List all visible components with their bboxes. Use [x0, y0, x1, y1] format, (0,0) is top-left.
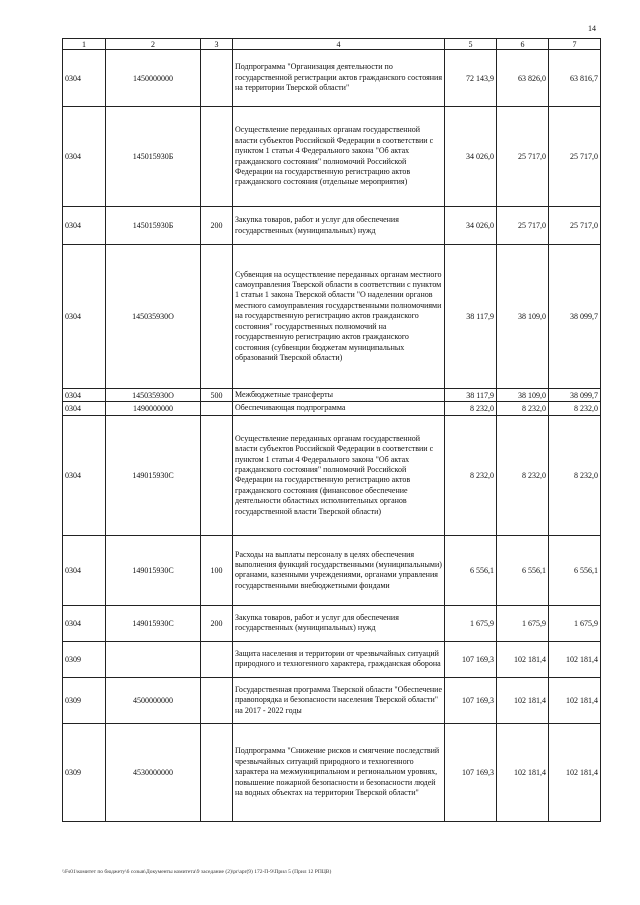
section-code: 0304 [63, 107, 106, 207]
amount-col-6: 63 826,0 [497, 50, 549, 107]
section-code: 0304 [63, 389, 106, 402]
section-code: 0304 [63, 245, 106, 389]
target-article-code: 1450000000 [106, 50, 201, 107]
section-code: 0304 [63, 402, 106, 415]
column-header-5: 5 [445, 39, 497, 50]
row-description: Осуществление переданных органам государственной власти субъектов Российской Федерации в соответствии с пунктом 1 статьи 4 Федерального закона "Об актах гражданского состояния" полномочий Российской Федерации на государственную регистрацию актов гражданского состояния (отдельные мероприятия) [233, 107, 445, 207]
target-article-code: 149015930С [106, 535, 201, 605]
target-article-code: 149015930С [106, 415, 201, 535]
column-header-1: 1 [63, 39, 106, 50]
amount-col-6: 38 109,0 [497, 389, 549, 402]
expense-type-code [201, 415, 233, 535]
amount-col-6: 102 181,4 [497, 641, 549, 677]
row-description: Субвенция на осуществление переданных органам местного самоуправления Тверской области в соответствии с пунктом 1 статьи 1 закона Тверской области "О наделении органов местного самоуправления государственными полномочиями на государственную регистрацию актов гражданского состояния" государственных полномочий на государственную регистрацию актов гражданского состояния (субвенции бюджетам муниципальных образований Тверской области) [233, 245, 445, 389]
section-code: 0309 [63, 641, 106, 677]
table-row [63, 605, 601, 641]
expense-type-code [201, 641, 233, 677]
amount-col-5: 6 556,1 [445, 535, 497, 605]
section-code: 0304 [63, 535, 106, 605]
row-description: Осуществление переданных органам государственной власти субъектов Российской Федерации в соответствии с пунктом 1 статьи 4 Федерального закона "Об актах гражданского состояния" полномочий Российской Федерации на государственную регистрацию актов гражданского состояния (финансовое обеспечение деятельности областных исполнительных органов государственной власти Тверской области) [233, 415, 445, 535]
amount-col-7: 25 717,0 [549, 107, 601, 207]
amount-col-7: 102 181,4 [549, 723, 601, 821]
expense-type-code: 100 [201, 535, 233, 605]
table-row [63, 245, 601, 389]
expense-type-code: 500 [201, 389, 233, 402]
budget-table [62, 38, 601, 822]
row-description: Государственная программа Тверской области "Обеспечение правопорядка и безопасности населения Тверской области" на 2017 - 2022 годы [233, 677, 445, 723]
amount-col-5: 38 117,9 [445, 245, 497, 389]
amount-col-6: 1 675,9 [497, 605, 549, 641]
target-article-code: 145015930Б [106, 107, 201, 207]
amount-col-7: 6 556,1 [549, 535, 601, 605]
target-article-code [106, 641, 201, 677]
header-row [63, 39, 601, 50]
file-path-footer: \\Fs01\комитет по бюджету\6 созыв\Документы комитета\9 заседание (2)\pr\apr(9) 172-П-9\Прил 5 (Прил 12 РПЦВ) [62, 869, 332, 875]
table-row [63, 50, 601, 107]
amount-col-7: 8 232,0 [549, 415, 601, 535]
amount-col-5: 8 232,0 [445, 415, 497, 535]
section-code: 0304 [63, 207, 106, 245]
amount-col-7: 63 816,7 [549, 50, 601, 107]
table-row [63, 389, 601, 402]
amount-col-5: 72 143,9 [445, 50, 497, 107]
target-article-code: 149015930С [106, 605, 201, 641]
column-header-3: 3 [201, 39, 233, 50]
target-article-code: 4530000000 [106, 723, 201, 821]
amount-col-6: 102 181,4 [497, 677, 549, 723]
column-header-2: 2 [106, 39, 201, 50]
section-code: 0304 [63, 50, 106, 107]
section-code: 0309 [63, 677, 106, 723]
table-row [63, 107, 601, 207]
amount-col-7: 38 099,7 [549, 245, 601, 389]
target-article-code: 145035930О [106, 245, 201, 389]
table-row [63, 207, 601, 245]
section-code: 0309 [63, 723, 106, 821]
expense-type-code: 200 [201, 605, 233, 641]
table-row [63, 677, 601, 723]
amount-col-5: 107 169,3 [445, 641, 497, 677]
amount-col-5: 8 232,0 [445, 402, 497, 415]
expense-type-code [201, 245, 233, 389]
target-article-code: 145015930Б [106, 207, 201, 245]
amount-col-5: 1 675,9 [445, 605, 497, 641]
table-row [63, 535, 601, 605]
page-number: 14 [588, 24, 596, 33]
row-description: Межбюджетные трансферты [233, 389, 445, 402]
row-description: Подпрограмма "Снижение рисков и смягчение последствий чрезвычайных ситуаций природного и техногенного характера на межмуниципальном и региональном уровнях, повышение пожарной безопасности и безопасности людей на водных объектах на территории Тверской области" [233, 723, 445, 821]
table-row [63, 415, 601, 535]
amount-col-5: 34 026,0 [445, 107, 497, 207]
column-header-7: 7 [549, 39, 601, 50]
amount-col-7: 1 675,9 [549, 605, 601, 641]
amount-col-6: 25 717,0 [497, 107, 549, 207]
expense-type-code [201, 677, 233, 723]
amount-col-5: 34 026,0 [445, 207, 497, 245]
row-description: Расходы на выплаты персоналу в целях обеспечения выполнения функций государственными (муниципальными) органами, казенными учреждениями, органами управления государственными внебюджетными фондами [233, 535, 445, 605]
expense-type-code [201, 723, 233, 821]
amount-col-5: 107 169,3 [445, 723, 497, 821]
column-header-4: 4 [233, 39, 445, 50]
expense-type-code: 200 [201, 207, 233, 245]
amount-col-7: 25 717,0 [549, 207, 601, 245]
expense-type-code [201, 50, 233, 107]
amount-col-6: 38 109,0 [497, 245, 549, 389]
table-row [63, 641, 601, 677]
amount-col-6: 25 717,0 [497, 207, 549, 245]
target-article-code: 145035930О [106, 389, 201, 402]
target-article-code: 4500000000 [106, 677, 201, 723]
amount-col-7: 102 181,4 [549, 641, 601, 677]
table-row [63, 723, 601, 821]
section-code: 0304 [63, 415, 106, 535]
amount-col-7: 38 099,7 [549, 389, 601, 402]
amount-col-6: 102 181,4 [497, 723, 549, 821]
target-article-code: 1490000000 [106, 402, 201, 415]
expense-type-code [201, 107, 233, 207]
expense-type-code [201, 402, 233, 415]
row-description: Обеспечивающая подпрограмма [233, 402, 445, 415]
section-code: 0304 [63, 605, 106, 641]
amount-col-6: 8 232,0 [497, 402, 549, 415]
row-description: Подпрограмма "Организация деятельности по государственной регистрации актов гражданского состояния на территории Тверской области" [233, 50, 445, 107]
row-description: Закупка товаров, работ и услуг для обеспечения государственных (муниципальных) нужд [233, 605, 445, 641]
table-row [63, 402, 601, 415]
column-header-6: 6 [497, 39, 549, 50]
amount-col-6: 8 232,0 [497, 415, 549, 535]
amount-col-6: 6 556,1 [497, 535, 549, 605]
row-description: Защита населения и территории от чрезвычайных ситуаций природного и техногенного характера, гражданская оборона [233, 641, 445, 677]
amount-col-7: 8 232,0 [549, 402, 601, 415]
row-description: Закупка товаров, работ и услуг для обеспечения государственных (муниципальных) нужд [233, 207, 445, 245]
amount-col-7: 102 181,4 [549, 677, 601, 723]
amount-col-5: 38 117,9 [445, 389, 497, 402]
amount-col-5: 107 169,3 [445, 677, 497, 723]
